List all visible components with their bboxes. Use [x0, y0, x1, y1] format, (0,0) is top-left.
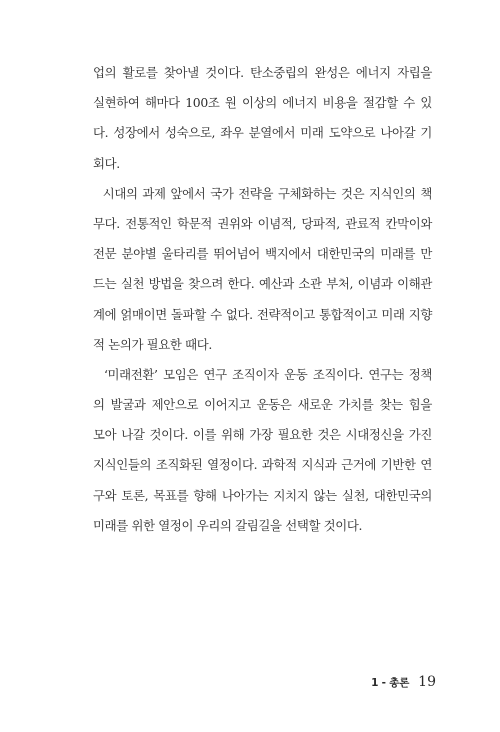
text-line: 모아 나갈 것이다. 이를 위해 가장 필요한 것은 시대정신을 가진 — [93, 427, 432, 443]
text-line: 미래를 위한 열정이 우리의 갈림길을 선택할 것이다. — [93, 517, 363, 533]
text-line: 다. 성장에서 성숙으로, 좌우 분열에서 미래 도약으로 나아갈 기 — [93, 125, 432, 141]
running-head: 1 - 총론 — [371, 677, 410, 689]
text-line: 회다. — [93, 155, 120, 171]
body-text — [93, 58, 432, 541]
text-line: 무다. 전통적인 학문적 권위와 이념적, 당파적, 관료적 칸막이와 — [93, 215, 432, 231]
page-footer — [371, 674, 436, 690]
text-line: 전문 분야별 울타리를 뛰어넘어 백지에서 대한민국의 미래를 만 — [93, 246, 432, 262]
text-line: 실현하여 해마다 100조 원 이상의 에너지 비용을 절감할 수 있 — [93, 95, 432, 111]
text-line: 시대의 과제 앞에서 국가 전략을 구체화하는 것은 지식인의 책 — [93, 185, 432, 201]
page-number: 19 — [418, 674, 436, 690]
text-line: 계에 얽매이면 돌파할 수 없다. 전략적이고 통합적이고 미래 지향 — [93, 306, 432, 322]
text-line: ‘미래전환’ 모임은 연구 조직이자 운동 조직이다. 연구는 정책 — [93, 366, 432, 382]
text-line: 구와 토론, 목표를 향해 나아가는 지치지 않는 실천, 대한민국의 — [93, 487, 432, 503]
text-line: 의 발굴과 제안으로 이어지고 운동은 새로운 가치를 찾는 힘을 — [93, 397, 432, 413]
text-line: 적 논의가 필요한 때다. — [93, 336, 212, 352]
text-line: 드는 실천 방법을 찾으려 한다. 예산과 소관 부처, 이념과 이해관 — [93, 276, 432, 292]
text-line: 지식인들의 조직화된 열정이다. 과학적 지식과 근거에 기반한 연 — [93, 457, 432, 473]
text-line: 업의 활로를 찾아낼 것이다. 탄소중립의 완성은 에너지 자립을 — [93, 65, 432, 80]
